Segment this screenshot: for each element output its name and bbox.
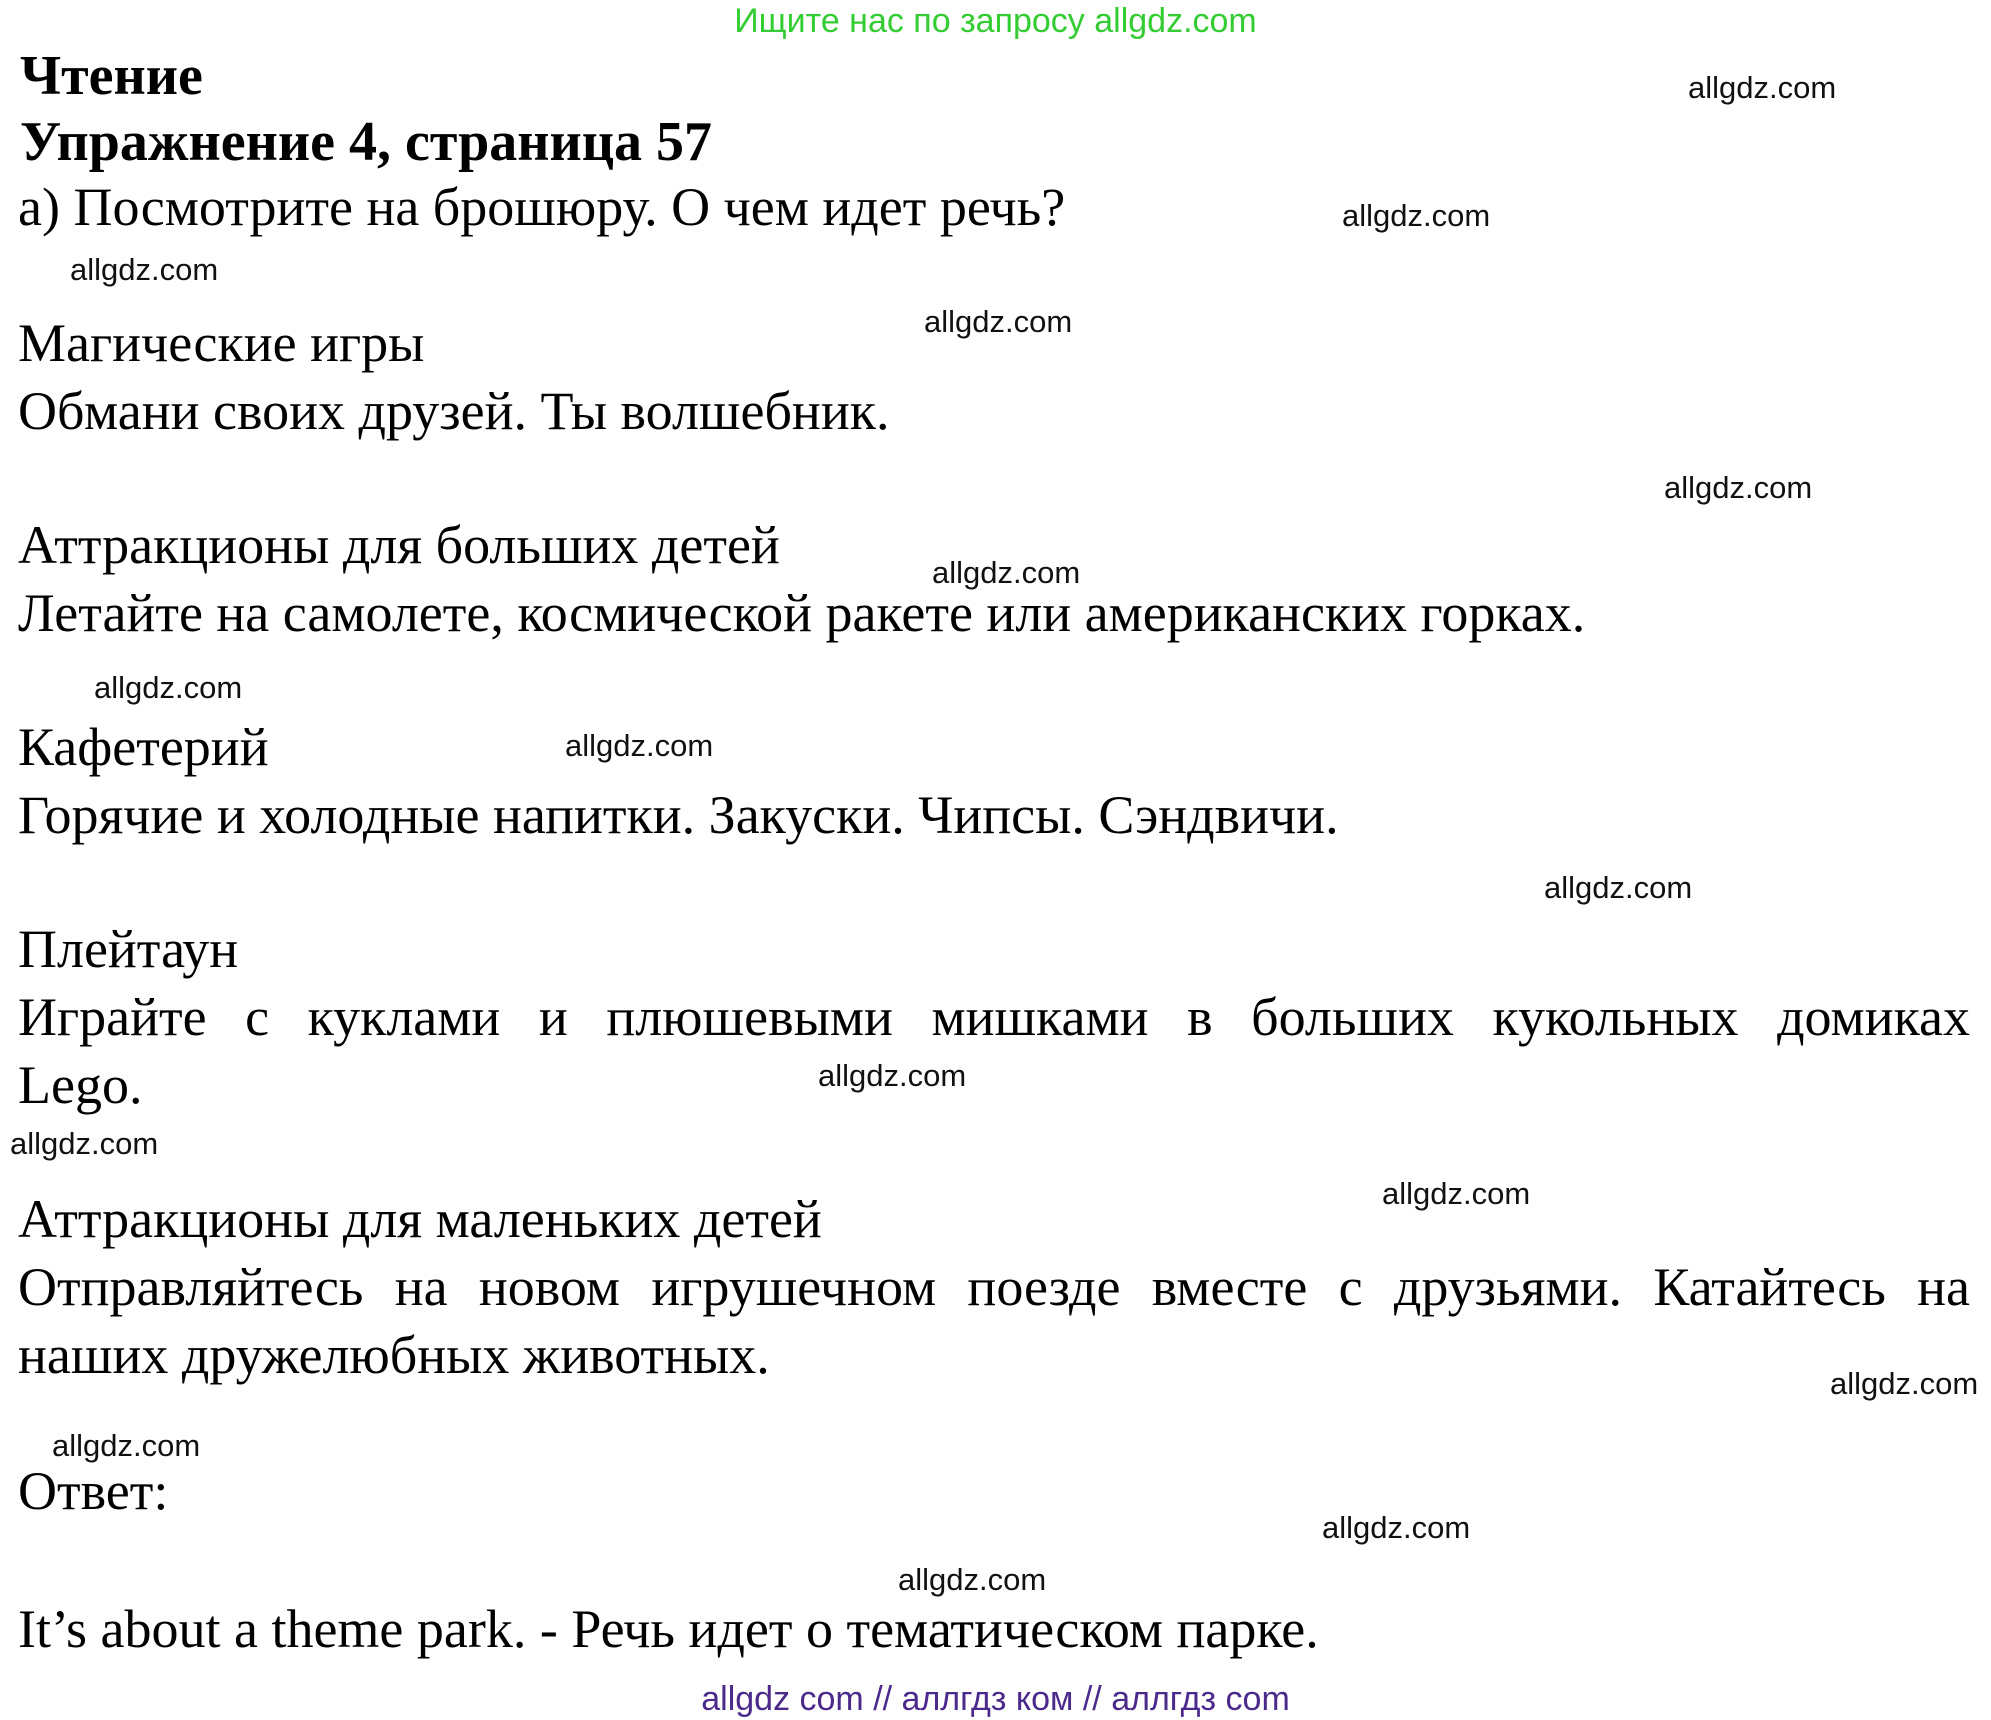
watermark: allgdz.com	[565, 728, 714, 763]
brochure-title-big-kids-rides: Аттракционы для больших детей	[18, 515, 780, 575]
brochure-text-cafeteria: Горячие и холодные напитки. Закуски. Чипсы. Сэндвичи.	[18, 785, 1339, 845]
brochure-text-small-kids-rides-line1: Отправляйтесь на новом игрушечном поезде вместе с друзьями. Катайтесь на	[18, 1257, 1970, 1317]
watermark: allgdz.com	[70, 252, 219, 287]
brochure-text-magic-games: Обмани своих друзей. Ты волшебник.	[18, 381, 890, 441]
watermark: allgdz.com	[932, 555, 1081, 590]
watermark: allgdz.com	[1382, 1176, 1531, 1211]
brochure-title-cafeteria: Кафетерий	[18, 717, 269, 777]
brochure-title-playtown: Плейтаун	[18, 919, 239, 979]
section-heading: Чтение	[20, 45, 203, 107]
watermark: allgdz.com	[1664, 470, 1813, 505]
brochure-text-big-kids-rides: Летайте на самолете, космической ракете или американских горках.	[18, 583, 1586, 643]
brochure-text-small-kids-rides-line2: наших дружелюбных животных.	[18, 1325, 770, 1385]
footer-watermark: allgdz com // аллгдз ком // аллгдз com	[701, 1680, 1290, 1718]
watermark: allgdz.com	[1830, 1366, 1979, 1401]
brochure-title-small-kids-rides: Аттракционы для маленьких детей	[18, 1189, 822, 1249]
brochure-title-magic-games: Магические игры	[18, 313, 425, 373]
watermark: allgdz.com	[1544, 870, 1693, 905]
brochure-text-playtown-line2: Lego.	[18, 1055, 143, 1115]
watermark: allgdz.com	[10, 1126, 159, 1161]
watermark: allgdz.com	[818, 1058, 967, 1093]
question-text: a) Посмотрите на брошюру. О чем идет речь?	[18, 177, 1066, 237]
watermark: allgdz.com	[1322, 1510, 1471, 1545]
watermark: allgdz.com	[52, 1428, 201, 1463]
answer-text: It’s about a theme park. - Речь идет о тематическом парке.	[18, 1599, 1319, 1659]
watermark: allgdz.com	[94, 670, 243, 705]
top-banner: Ищите нас по запросу allgdz.com	[734, 2, 1257, 40]
answer-label: Ответ:	[18, 1461, 169, 1521]
watermark: allgdz.com	[1342, 198, 1491, 233]
watermark: allgdz.com	[924, 304, 1073, 339]
exercise-heading: Упражнение 4, страница 57	[20, 111, 713, 173]
brochure-text-playtown-line1: Играйте с куклами и плюшевыми мишками в больших кукольных домиках	[18, 987, 1970, 1047]
watermark: allgdz.com	[1688, 70, 1837, 105]
watermark: allgdz.com	[898, 1562, 1047, 1597]
